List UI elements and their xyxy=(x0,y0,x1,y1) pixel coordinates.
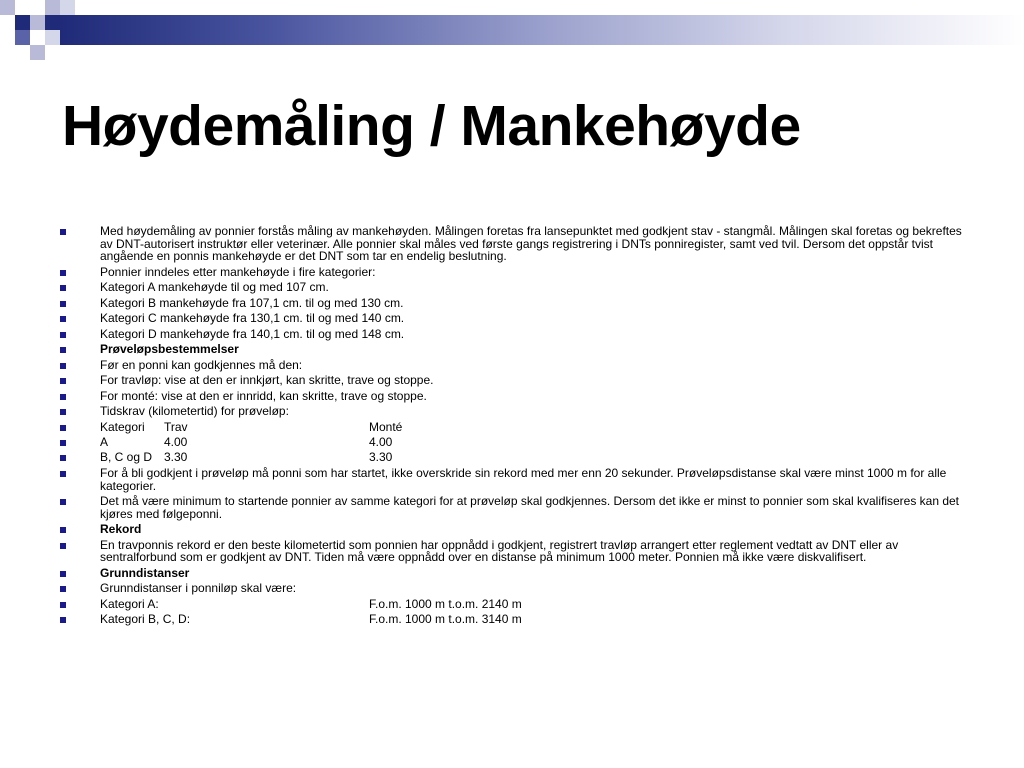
list-item-text: Kategori D mankehøyde fra 140,1 cm. til og med 148 cm. xyxy=(100,326,405,341)
list-item xyxy=(58,436,973,449)
list-item-cell: 3.30 xyxy=(164,450,188,465)
list-item-cell: 3.30 xyxy=(369,450,393,465)
list-item-cell: Kategori xyxy=(100,419,145,434)
list-item-text: For travløp: vise at den er innkjørt, kan skritte, trave og stoppe. xyxy=(100,373,434,388)
list-item xyxy=(58,405,973,418)
deco-square xyxy=(30,45,45,60)
list-item-text: Tidskrav (kilometertid) for prøveløp: xyxy=(100,404,289,419)
deco-square xyxy=(45,15,60,30)
deco-square xyxy=(0,0,15,15)
list-item-text: Rekord xyxy=(100,522,142,537)
list-item-text: Kategori B mankehøyde fra 107,1 cm. til og med 130 cm. xyxy=(100,295,404,310)
list-item-text: For monté: vise at den er innridd, kan skritte, trave og stoppe. xyxy=(100,388,427,403)
list-item xyxy=(58,390,973,403)
list-item-text: Prøveløpsbestemmelser xyxy=(100,342,239,357)
deco-square xyxy=(45,30,60,45)
list-item xyxy=(58,582,973,595)
list-item xyxy=(58,613,973,626)
list-item-text: Kategori A mankehøyde til og med 107 cm. xyxy=(100,280,329,295)
list-item xyxy=(58,451,973,464)
list-item xyxy=(58,328,973,341)
list-item xyxy=(58,225,973,263)
list-item-text: En travponnis rekord er den beste kilometertid som ponnien har oppnådd i godkjent, registrert travløp arrangert etter reglement vedtatt av DNT eller av sentralforbund som er godkjent av DNT. Tiden må være oppnådd over en distanse på minimum 1000 meter. Ponnien må ikke være diskvalifisert. xyxy=(100,537,899,565)
list-item xyxy=(58,421,973,434)
deco-square xyxy=(30,15,45,30)
list-item xyxy=(58,598,973,611)
bullet-list xyxy=(58,225,973,629)
list-item-cell: F.o.m. 1000 m t.o.m. 2140 m xyxy=(369,596,522,611)
list-item-text: Grunndistanser i ponniløp skal være: xyxy=(100,581,297,596)
list-item xyxy=(58,281,973,294)
list-item-cell: F.o.m. 1000 m t.o.m. 3140 m xyxy=(369,612,522,627)
list-item-cell: 4.00 xyxy=(164,435,188,449)
deco-square xyxy=(15,15,30,30)
list-item-text: Med høydemåling av ponnier forstås måling av mankehøyden. Målingen foretas fra lansepunktet med godkjent stav - stangmål. Målingen skal foretas og bekreftes av DNT-autorisert instruktør eller veterinær. Alle ponnier skal måles ved første gangs registrering i DNTs ponniregister, samt ved tvil. Dersom det oppstår tvist angående en ponnis mankehøyde er det DNT som tar en endelig beslutning. xyxy=(100,224,962,264)
list-item xyxy=(58,343,973,356)
deco-square xyxy=(45,0,60,15)
list-item xyxy=(58,297,973,310)
list-item-text: For å bli godkjent i prøveløp må ponni som har startet, ikke overskride sin rekord med mer enn 20 sekunder. Prøveløpsdistanse skal være minst 1000 m for alle kategorier. xyxy=(100,465,947,493)
page-title: Høydemåling / Mankehøyde xyxy=(62,94,801,158)
list-item xyxy=(58,567,973,580)
list-item xyxy=(58,467,973,492)
deco-square xyxy=(60,0,75,15)
list-item xyxy=(58,359,973,372)
list-item-cell: Trav xyxy=(164,419,188,434)
list-item xyxy=(58,374,973,387)
list-item-text: Det må være minimum to startende ponnier av samme kategori for at prøveløp skal godkjennes. Dersom det ikke er minst to ponnier som skal kvalifiseres kan det kjøres med følgeponni. xyxy=(100,494,960,521)
list-item-text: Ponnier inndeles etter mankehøyde i fire kategorier: xyxy=(100,264,376,279)
header-decoration xyxy=(0,0,1024,64)
list-item xyxy=(58,539,973,564)
deco-square xyxy=(15,30,30,45)
list-item xyxy=(58,495,973,520)
list-item xyxy=(58,312,973,325)
list-item-text: Kategori C mankehøyde fra 130,1 cm. til og med 140 cm. xyxy=(100,311,405,326)
gradient-band xyxy=(60,15,1024,45)
list-item-cell: Kategori B, C, D: xyxy=(100,612,191,627)
list-item-text: Før en ponni kan godkjennes må den: xyxy=(100,357,303,372)
list-item-cell: 4.00 xyxy=(369,435,393,449)
list-item xyxy=(58,266,973,279)
list-item xyxy=(58,523,973,536)
list-item-cell: Kategori A: xyxy=(100,596,159,611)
list-item-text: Grunndistanser xyxy=(100,565,190,580)
list-item-cell: Monté xyxy=(369,419,403,434)
list-item-cell: B, C og D xyxy=(100,450,153,465)
list-item-cell: A xyxy=(100,435,109,449)
